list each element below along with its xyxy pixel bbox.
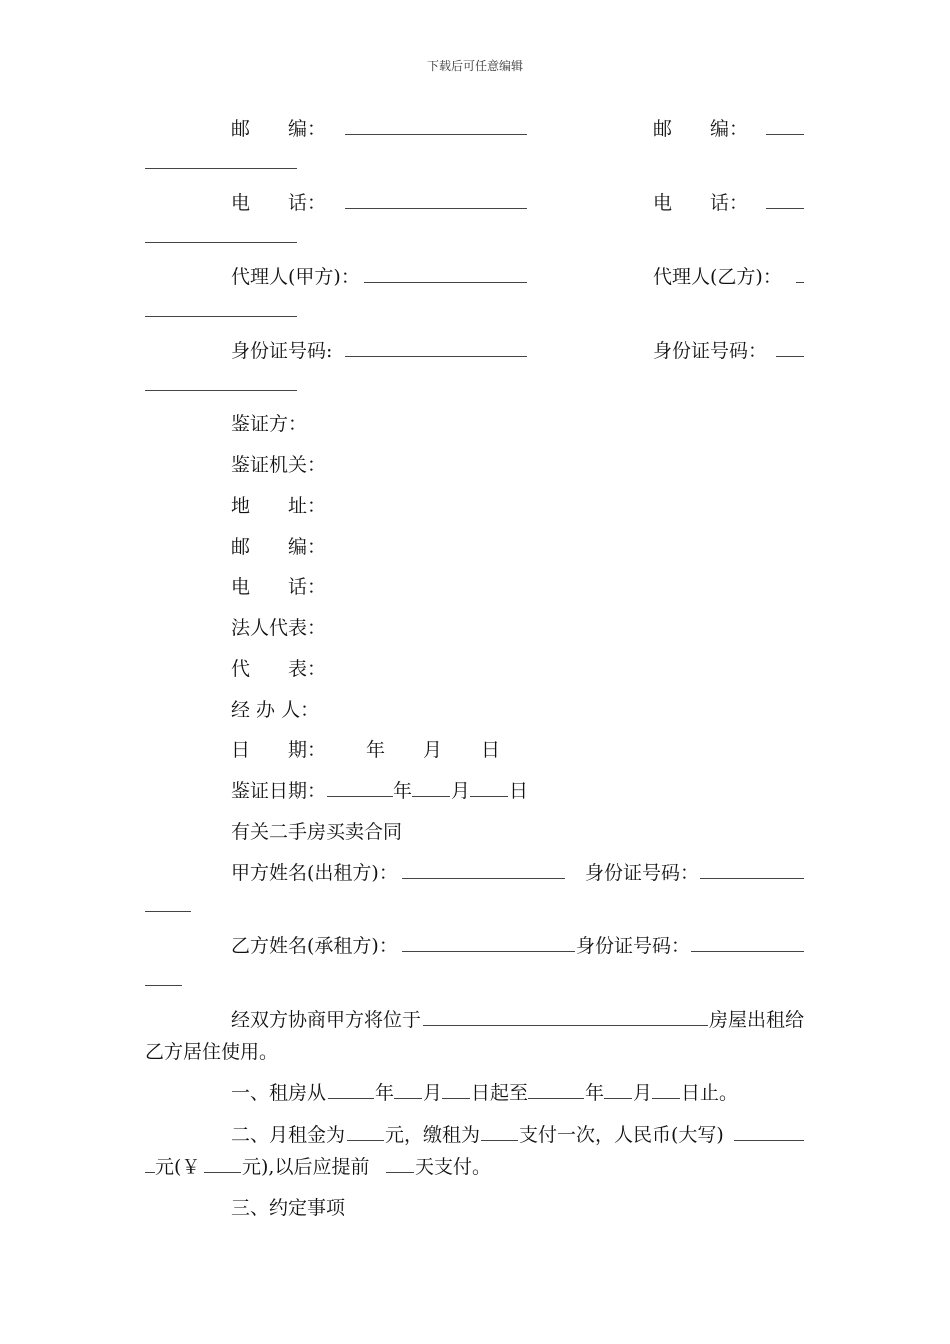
verifier-title: 鉴证方：: [231, 413, 308, 435]
clause-2-pay: 支付一次，人民币(大写): [519, 1124, 724, 1146]
party-a-name-label: 甲方姓名(出租方)：: [231, 862, 398, 884]
verifier-postcode-label: 邮 编：: [231, 536, 327, 558]
verifier-authority-label: 鉴证机关：: [231, 454, 327, 476]
verify-date-day: 日: [509, 780, 529, 802]
clause-1-label: 一、租房从: [231, 1082, 327, 1104]
clause-1-from: 日起至: [471, 1082, 529, 1104]
party-b-postcode-label: 邮 编：: [653, 118, 749, 140]
verify-date-label: 鉴证日期：: [231, 780, 327, 802]
party-b-phone-blank-cont[interactable]: [145, 242, 297, 243]
party-b-id-label: 身份证号码：: [653, 340, 768, 362]
verifier-date-month: 月: [423, 739, 443, 761]
verify-date-year: 年: [393, 780, 413, 802]
clause-3-label: 三、约定事项: [231, 1197, 346, 1219]
party-a-postcode-label: 邮 编：: [231, 118, 327, 140]
clause-2-days: 天支付。: [415, 1156, 492, 1178]
verifier-date-year: 年: [366, 739, 386, 761]
verifier-phone-label: 电 话：: [231, 576, 327, 598]
party-a-agent-blank[interactable]: [364, 282, 527, 283]
clause-2-rent-blank[interactable]: [347, 1140, 384, 1141]
verify-date-month-blank[interactable]: [412, 796, 450, 797]
clause-2-amount-words-blank-cont[interactable]: [145, 1172, 155, 1173]
verify-date-month: 月: [451, 780, 471, 802]
party-b-id-number-blank-cont[interactable]: [145, 985, 182, 986]
clause-1-year2: 年: [585, 1082, 605, 1104]
verifier-legal-rep-label: 法人代表：: [231, 617, 327, 639]
clause-1-end: 日止。: [681, 1082, 739, 1104]
party-b-id-number-blank[interactable]: [691, 951, 804, 952]
verifier-date-day: 日: [481, 739, 501, 761]
party-b-id-number-label: 身份证号码：: [576, 935, 691, 957]
party-b-id-blank-cont[interactable]: [145, 390, 297, 391]
party-b-id-blank[interactable]: [776, 356, 804, 357]
page-header: 下载后可任意编辑: [426, 59, 523, 73]
clause-2-amount-figures-blank[interactable]: [204, 1172, 241, 1173]
party-b-name-label: 乙方姓名(承租方)：: [231, 935, 398, 957]
clause-2-after: 元),以后应提前: [242, 1156, 370, 1178]
clause-1-year2-blank[interactable]: [528, 1098, 584, 1099]
clause-2-days-blank[interactable]: [386, 1172, 414, 1173]
party-b-agent-label: 代理人(乙方)：: [653, 266, 782, 288]
party-b-agent-blank[interactable]: [796, 282, 804, 283]
party-b-name-blank[interactable]: [402, 951, 575, 952]
clause-2-yuan: 元，缴租为: [385, 1124, 481, 1146]
party-a-id-number-blank[interactable]: [700, 878, 804, 879]
verifier-handler-label: 经 办 人：: [231, 699, 320, 721]
clause-2-yuan-symbol: 元(￥: [155, 1156, 201, 1178]
party-b-postcode-blank-cont[interactable]: [145, 168, 297, 169]
party-a-agent-label: 代理人(甲方)：: [231, 266, 360, 288]
contract-title: 有关二手房买卖合同: [231, 821, 403, 843]
party-a-phone-blank[interactable]: [345, 208, 527, 209]
clause-1-day-blank[interactable]: [442, 1098, 470, 1099]
party-b-agent-blank-cont[interactable]: [145, 316, 297, 317]
clause-1-day2-blank[interactable]: [652, 1098, 680, 1099]
clause-2-amount-words-blank[interactable]: [734, 1140, 804, 1141]
party-a-id-number-label: 身份证号码：: [585, 862, 700, 884]
party-b-postcode-blank[interactable]: [766, 134, 804, 135]
clause-1-year-blank[interactable]: [328, 1098, 374, 1099]
intro-text-1: 经双方协商甲方将位于: [231, 1009, 422, 1031]
intro-text-2: 房屋出租给: [709, 1009, 805, 1031]
verify-date-year-blank[interactable]: [327, 796, 393, 797]
party-a-phone-label: 电 话：: [231, 192, 327, 214]
verifier-rep-label: 代 表：: [231, 658, 327, 680]
clause-2-label: 二、月租金为: [231, 1124, 346, 1146]
party-a-postcode-blank[interactable]: [345, 134, 527, 135]
clause-1-year: 年: [375, 1082, 395, 1104]
clause-1-month2-blank[interactable]: [604, 1098, 632, 1099]
party-a-id-number-blank-cont[interactable]: [145, 911, 191, 912]
party-a-id-label: 身份证号码:: [231, 340, 333, 362]
party-b-phone-blank[interactable]: [766, 208, 804, 209]
intro-text-3: 乙方居住使用。: [145, 1041, 279, 1063]
party-b-phone-label: 电 话：: [653, 192, 749, 214]
clause-1-month: 月: [423, 1082, 443, 1104]
party-a-name-blank[interactable]: [402, 878, 565, 879]
verify-date-day-blank[interactable]: [470, 796, 508, 797]
clause-1-month2: 月: [633, 1082, 653, 1104]
property-location-blank[interactable]: [423, 1025, 708, 1026]
clause-1-month-blank[interactable]: [394, 1098, 422, 1099]
verifier-address-label: 地 址：: [231, 495, 327, 517]
party-a-id-blank[interactable]: [345, 356, 527, 357]
clause-2-period-blank[interactable]: [481, 1140, 518, 1141]
verifier-date-label: 日 期：: [231, 739, 327, 761]
